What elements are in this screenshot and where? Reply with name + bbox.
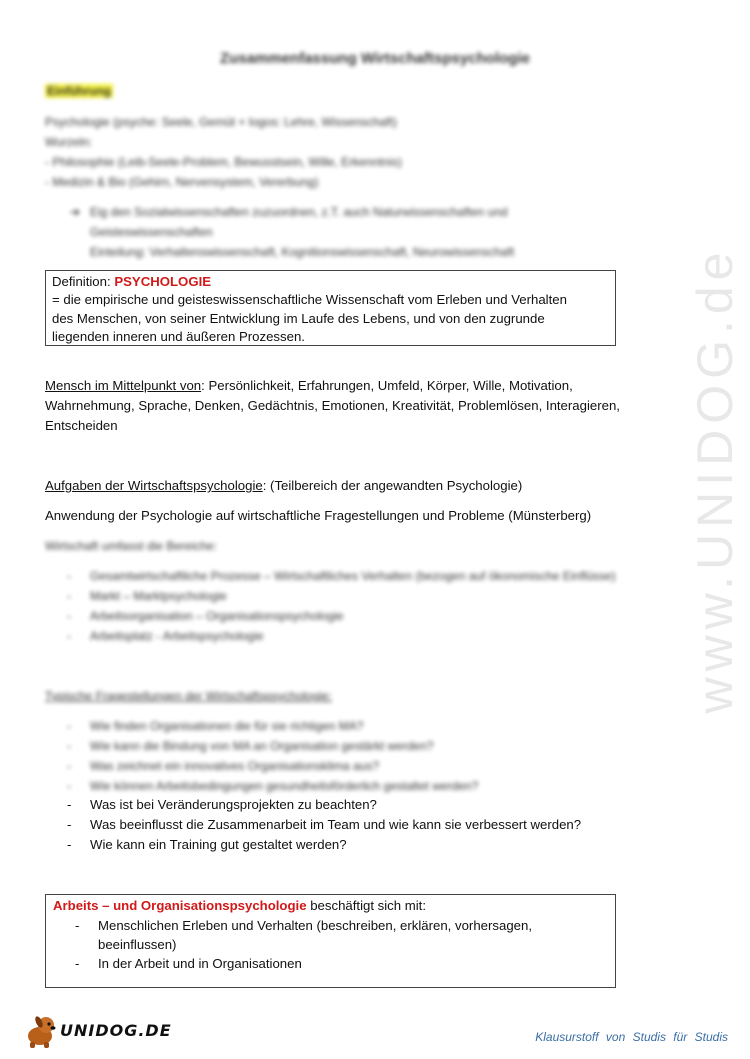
arrow-icon: ➔ (70, 205, 81, 219)
fragen-heading-block (45, 686, 685, 706)
unidog-logo (22, 1012, 182, 1050)
list-item: - Arbeitsplatz - Arbeitspsychologie (45, 626, 705, 646)
list-item: - Wie finden Organisationen die für sie richtigen MA? (45, 716, 685, 736)
intro-line: - Medizin & Bio (Gehirn, Nervensystem, Vererbung) (45, 175, 319, 189)
definition-line: = die empirische und geisteswissenschaftliche Wissenschaft vom Erleben und Verhalten (52, 292, 567, 307)
intro-lines (45, 112, 665, 192)
arrow-line: Eig den Sozialwissenschaften zuzuordnen, z.T. auch Naturwissenschaften und (90, 205, 508, 219)
list-item: - Arbeitsorganisation – Organisationspsychologie (45, 606, 705, 626)
list-item: - Was beeinflusst die Zusammenarbeit im Team und wie kann sie verbessert werden? (45, 815, 685, 835)
mensch-line: Entscheiden (45, 418, 118, 433)
ao-item-cont: beeinflussen) (98, 937, 177, 952)
ao-term: Arbeits – und Organisationspsychologie (53, 898, 307, 913)
definition-label: Definition: (52, 274, 115, 289)
aufgaben-application: Anwendung der Psychologie auf wirtschaftliche Fragestellungen und Probleme (Münsterberg) (45, 508, 592, 523)
mensch-text: : Persönlichkeit, Erfahrungen, Umfeld, Körper, Wille, Motivation, (201, 378, 573, 393)
document-title: Zusammenfassung Wirtschaftspsychologie (220, 50, 530, 67)
fragen-visible-list (45, 795, 685, 855)
list-item: - Wie können Arbeitsbedingungen gesundheitsförderlich gestaltet werden? (45, 776, 685, 796)
intro-line: Wurzeln: (45, 135, 93, 149)
ao-box (45, 894, 616, 988)
intro-arrow-block (70, 202, 670, 262)
intro-heading: Einführung (47, 84, 111, 98)
arrow-line: Geisteswissenschaften (90, 225, 213, 239)
fragen-heading: Typische Fragestellungen der Wirtschaftspsychologie: (45, 689, 332, 703)
list-item: - Gesamtwirtschaftliche Prozesse – Wirtschaftliches Verhalten (bezogen auf ökonomische Einflüsse) (45, 566, 705, 586)
definition-term: PSYCHOLOGIE (114, 274, 212, 289)
watermark: www.UNIDOG.de (687, 246, 743, 714)
list-item: - Wie kann die Bindung von MA an Organisation gestärkt werden? (45, 736, 685, 756)
bereiche-section (45, 536, 705, 646)
definition-line: des Menschen, von seiner Entwicklung im Laufe des Lebens, und von den zugrunde (52, 310, 545, 326)
dog-icon (22, 1012, 62, 1050)
bereiche-intro: Wirtschaft umfasst die Bereiche: (45, 539, 218, 553)
intro-line: - Philosophie (Leib-Seele-Problem, Bewusstsein, Wille, Erkenntnis) (45, 155, 402, 169)
intro-section (45, 82, 113, 100)
mensch-heading: Mensch im Mittelpunkt von (45, 378, 202, 393)
aufgaben-heading: Aufgaben der Wirtschaftspsychologie (45, 478, 263, 493)
definition-line: liegenden inneren und äußeren Prozessen. (52, 329, 305, 344)
aufgaben-text: : (Teilbereich der angewandten Psychologie) (262, 478, 523, 493)
aufgaben-section (45, 476, 695, 526)
arrow-line: Einteilung: Verhaltenswissenschaft, Kognitionswissenschaft, Neurowissenschaft (90, 245, 515, 259)
list-item: - Was ist bei Veränderungsprojekten zu beachten? (45, 795, 685, 815)
ao-text: beschäftigt sich mit: (306, 898, 427, 913)
list-item: - In der Arbeit und in Organisationen (53, 954, 608, 973)
mensch-line: Wahrnehmung, Sprache, Denken, Gedächtnis, Emotionen, Kreativität, Problemlösen, Interagieren, (45, 398, 620, 413)
ao-item: Menschlichen Erleben und Verhalten (beschreiben, erklären, vorhersagen, (98, 918, 532, 933)
list-item (53, 916, 608, 954)
fragen-blurred-list (45, 716, 685, 796)
list-item: - Wie kann ein Training gut gestaltet werden? (45, 835, 685, 855)
definition-box (45, 270, 616, 346)
intro-line: Psychologie (psyche: Seele, Gemüt + logos: Lehre, Wissenschaft) (45, 115, 397, 129)
logo-text: UNIDOG.DE (60, 1021, 172, 1040)
mensch-section (45, 376, 685, 436)
footer-tagline: Klausurstoff von Studis für Studis (535, 1030, 728, 1044)
list-item: - Was zeichnet ein innovatives Organisationsklima aus? (45, 756, 685, 776)
list-item: - Markt – Marktpsychologie (45, 586, 705, 606)
